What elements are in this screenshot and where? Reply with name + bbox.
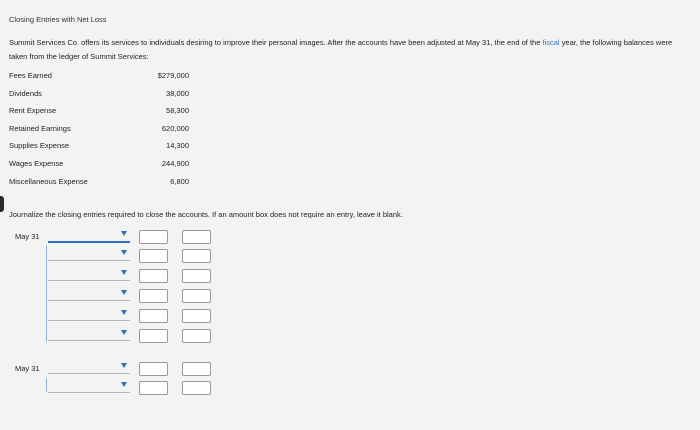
- credit-input[interactable]: [182, 309, 211, 323]
- debit-input[interactable]: [139, 289, 168, 303]
- chevron-down-icon: [121, 231, 127, 236]
- credit-input[interactable]: [182, 230, 211, 244]
- chevron-down-icon: [121, 250, 127, 255]
- intro-text: Summit Services Co. offers its services to individuals desiring to improve their personal images. After the accounts have been adjusted at May 31, the end of the: [9, 38, 541, 47]
- account-dropdown[interactable]: [48, 231, 130, 243]
- debit-input[interactable]: [139, 362, 168, 376]
- intro-fiscal-text: fiscal: [542, 38, 560, 47]
- chevron-down-icon: [121, 270, 127, 275]
- account-name: Miscellaneous Expense: [9, 176, 88, 186]
- ledger-row: [9, 87, 189, 105]
- credit-input[interactable]: [182, 269, 211, 283]
- account-amount: 38,000: [166, 88, 189, 98]
- account-dropdown[interactable]: [48, 363, 130, 374]
- account-name: Rent Expense: [9, 106, 57, 116]
- credit-input[interactable]: [182, 329, 211, 343]
- credit-input[interactable]: [182, 249, 211, 263]
- account-dropdown[interactable]: [48, 290, 130, 301]
- debit-input[interactable]: [139, 329, 168, 343]
- account-amount: $279,000: [157, 71, 189, 80]
- ledger-row: [9, 175, 189, 193]
- ledger-balances: [9, 69, 189, 192]
- ledger-row: [9, 104, 189, 122]
- account-dropdown[interactable]: [48, 330, 130, 341]
- chevron-down-icon: [121, 310, 127, 315]
- ledger-row: [9, 139, 189, 157]
- ledger-row: [9, 122, 189, 140]
- debit-input[interactable]: [139, 309, 168, 323]
- account-name: Fees Earned: [9, 71, 52, 80]
- account-name: Dividends: [9, 88, 42, 98]
- indent-guide: [46, 378, 47, 392]
- account-dropdown[interactable]: [48, 382, 130, 393]
- account-amount: 14,300: [166, 141, 189, 151]
- scroll-marker: [0, 196, 4, 212]
- chevron-down-icon: [121, 290, 127, 295]
- ledger-row: [9, 157, 189, 175]
- account-name: Wages Expense: [9, 158, 64, 168]
- credit-input[interactable]: [182, 362, 211, 376]
- debit-input[interactable]: [139, 381, 168, 395]
- journal-instructions: Journalize the closing entries required to close the accounts. If an amount box does not require an entry, leave it blank.: [9, 210, 403, 219]
- credit-input[interactable]: [182, 381, 211, 395]
- problem-title: Closing Entries with Net Loss: [9, 15, 107, 24]
- chevron-down-icon: [121, 330, 127, 335]
- indent-guide: [46, 245, 47, 342]
- account-name: Supplies Expense: [9, 141, 70, 151]
- account-amount: 244,900: [161, 158, 189, 168]
- account-dropdown[interactable]: [48, 270, 130, 281]
- chevron-down-icon: [121, 363, 127, 368]
- entry-date: May 31: [15, 232, 40, 241]
- account-name: Retained Earnings: [9, 123, 71, 133]
- account-dropdown[interactable]: [48, 250, 130, 261]
- debit-input[interactable]: [139, 269, 168, 283]
- chevron-down-icon: [121, 382, 127, 387]
- debit-input[interactable]: [139, 249, 168, 263]
- problem-intro: [9, 36, 684, 64]
- account-amount: 58,300: [166, 106, 189, 116]
- credit-input[interactable]: [182, 289, 211, 303]
- entry-date: May 31: [15, 364, 40, 373]
- account-amount: 620,000: [161, 123, 189, 133]
- account-dropdown[interactable]: [48, 310, 130, 321]
- intro-text-rest: year, the following balances were taken from the ledger of Summit Services:: [9, 38, 673, 61]
- debit-input[interactable]: [139, 230, 168, 244]
- account-amount: 6,800: [170, 176, 189, 186]
- ledger-row: [9, 69, 189, 87]
